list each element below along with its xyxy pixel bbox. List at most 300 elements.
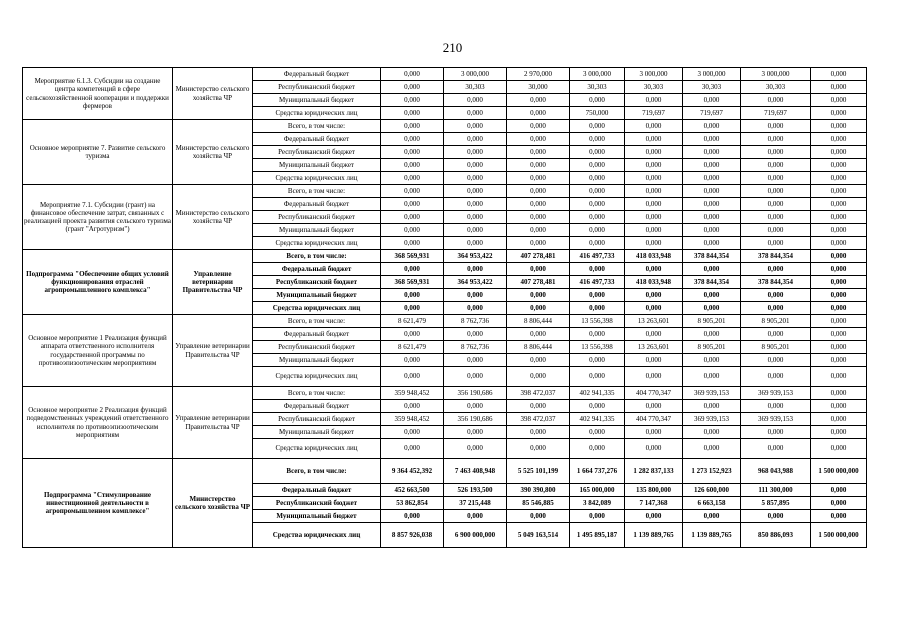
funding-source: Республиканский бюджет xyxy=(253,211,381,224)
amount-cell: 0,000 xyxy=(570,426,625,439)
amount-cell: 0,000 xyxy=(444,400,507,413)
amount-cell: 0,000 xyxy=(683,211,741,224)
amount-cell: 0,000 xyxy=(444,224,507,237)
event-title: Мероприятие 7.1. Субсидии (грант) на финансовое обеспечение затрат, связанных с реализацией проекта развития сельского туризма (грант "Агротуризм") xyxy=(23,185,173,250)
amount-cell: 3 842,089 xyxy=(570,497,625,510)
amount-cell: 364 953,422 xyxy=(444,276,507,289)
amount-cell: 0,000 xyxy=(507,289,570,302)
funding-source: Федеральный бюджет xyxy=(253,328,381,341)
amount-cell: 0,000 xyxy=(811,198,867,211)
amount-cell: 0,000 xyxy=(683,94,741,107)
amount-cell: 0,000 xyxy=(507,439,570,459)
amount-cell: 0,000 xyxy=(741,263,811,276)
amount-cell: 13 556,398 xyxy=(570,315,625,328)
funding-source: Федеральный бюджет xyxy=(253,484,381,497)
amount-cell: 0,000 xyxy=(625,510,683,523)
amount-cell: 0,000 xyxy=(811,341,867,354)
amount-cell: 0,000 xyxy=(507,159,570,172)
amount-cell: 0,000 xyxy=(741,354,811,367)
amount-cell: 0,000 xyxy=(381,120,444,133)
amount-cell: 0,000 xyxy=(507,426,570,439)
amount-cell: 750,000 xyxy=(570,107,625,120)
amount-cell: 1 500 000,000 xyxy=(811,523,867,548)
amount-cell: 0,000 xyxy=(741,400,811,413)
amount-cell: 13 263,601 xyxy=(625,315,683,328)
amount-cell: 0,000 xyxy=(741,185,811,198)
amount-cell: 0,000 xyxy=(741,94,811,107)
amount-cell: 359 948,452 xyxy=(381,387,444,400)
amount-cell: 0,000 xyxy=(811,94,867,107)
funding-source: Муниципальный бюджет xyxy=(253,159,381,172)
funding-source: Федеральный бюджет xyxy=(253,400,381,413)
table-row xyxy=(23,315,867,328)
funding-source: Всего, в том числе: xyxy=(253,120,381,133)
amount-cell: 0,000 xyxy=(811,497,867,510)
amount-cell: 407 278,481 xyxy=(507,250,570,263)
amount-cell: 0,000 xyxy=(570,198,625,211)
funding-source: Средства юридических лиц xyxy=(253,523,381,548)
amount-cell: 0,000 xyxy=(444,120,507,133)
amount-cell: 0,000 xyxy=(381,159,444,172)
amount-cell: 0,000 xyxy=(570,172,625,185)
amount-cell: 0,000 xyxy=(444,133,507,146)
amount-cell: 0,000 xyxy=(381,510,444,523)
amount-cell: 0,000 xyxy=(381,400,444,413)
amount-cell: 0,000 xyxy=(381,328,444,341)
amount-cell: 0,000 xyxy=(741,289,811,302)
amount-cell: 0,000 xyxy=(444,159,507,172)
amount-cell: 0,000 xyxy=(811,426,867,439)
amount-cell: 1 139 889,765 xyxy=(683,523,741,548)
amount-cell: 0,000 xyxy=(381,289,444,302)
amount-cell: 0,000 xyxy=(570,302,625,315)
amount-cell: 0,000 xyxy=(683,133,741,146)
amount-cell: 0,000 xyxy=(741,426,811,439)
amount-cell: 0,000 xyxy=(570,120,625,133)
amount-cell: 0,000 xyxy=(741,439,811,459)
amount-cell: 0,000 xyxy=(625,354,683,367)
amount-cell: 0,000 xyxy=(444,198,507,211)
table-row xyxy=(23,120,867,133)
amount-cell: 0,000 xyxy=(811,413,867,426)
table-row xyxy=(23,459,867,484)
amount-cell: 0,000 xyxy=(625,159,683,172)
amount-cell: 0,000 xyxy=(570,211,625,224)
amount-cell: 0,000 xyxy=(507,198,570,211)
amount-cell: 0,000 xyxy=(683,302,741,315)
funding-source: Средства юридических лиц xyxy=(253,107,381,120)
amount-cell: 3 000,000 xyxy=(683,68,741,81)
amount-cell: 0,000 xyxy=(444,426,507,439)
amount-cell: 0,000 xyxy=(625,426,683,439)
amount-cell: 0,000 xyxy=(741,302,811,315)
amount-cell: 0,000 xyxy=(625,211,683,224)
funding-source: Муниципальный бюджет xyxy=(253,94,381,107)
amount-cell: 968 043,988 xyxy=(741,459,811,484)
amount-cell: 0,000 xyxy=(811,146,867,159)
amount-cell: 452 663,500 xyxy=(381,484,444,497)
amount-cell: 0,000 xyxy=(570,185,625,198)
amount-cell: 8 762,736 xyxy=(444,341,507,354)
amount-cell: 0,000 xyxy=(683,172,741,185)
amount-cell: 30,303 xyxy=(741,81,811,94)
responsible-organization: Управление ветеринарии Правительства ЧР xyxy=(173,387,253,459)
amount-cell: 0,000 xyxy=(570,146,625,159)
amount-cell: 369 939,153 xyxy=(683,413,741,426)
amount-cell: 0,000 xyxy=(683,224,741,237)
amount-cell: 0,000 xyxy=(444,302,507,315)
funding-source: Средства юридических лиц xyxy=(253,367,381,387)
amount-cell: 0,000 xyxy=(741,133,811,146)
amount-cell: 0,000 xyxy=(811,185,867,198)
table-row xyxy=(23,185,867,198)
amount-cell: 0,000 xyxy=(625,237,683,250)
amount-cell: 8 806,444 xyxy=(507,315,570,328)
amount-cell: 0,000 xyxy=(741,120,811,133)
amount-cell: 0,000 xyxy=(381,185,444,198)
responsible-organization: Управление ветеринарии Правительства ЧР xyxy=(173,250,253,315)
amount-cell: 0,000 xyxy=(625,224,683,237)
amount-cell: 0,000 xyxy=(811,224,867,237)
amount-cell: 3 000,000 xyxy=(444,68,507,81)
amount-cell: 0,000 xyxy=(683,237,741,250)
amount-cell: 0,000 xyxy=(625,328,683,341)
amount-cell: 6 900 000,000 xyxy=(444,523,507,548)
amount-cell: 0,000 xyxy=(381,439,444,459)
amount-cell: 0,000 xyxy=(811,484,867,497)
amount-cell: 0,000 xyxy=(683,510,741,523)
amount-cell: 0,000 xyxy=(507,400,570,413)
amount-cell: 0,000 xyxy=(507,120,570,133)
amount-cell: 416 497,733 xyxy=(570,276,625,289)
amount-cell: 0,000 xyxy=(444,328,507,341)
amount-cell: 0,000 xyxy=(507,237,570,250)
amount-cell: 416 497,733 xyxy=(570,250,625,263)
amount-cell: 0,000 xyxy=(741,224,811,237)
amount-cell: 0,000 xyxy=(507,211,570,224)
amount-cell: 0,000 xyxy=(683,159,741,172)
table-row xyxy=(23,68,867,81)
amount-cell: 369 939,153 xyxy=(741,387,811,400)
amount-cell: 0,000 xyxy=(507,94,570,107)
amount-cell: 0,000 xyxy=(683,146,741,159)
amount-cell: 0,000 xyxy=(381,81,444,94)
page-number: 210 xyxy=(442,40,463,55)
amount-cell: 0,000 xyxy=(381,367,444,387)
amount-cell: 30,000 xyxy=(507,81,570,94)
amount-cell: 0,000 xyxy=(381,263,444,276)
amount-cell: 0,000 xyxy=(570,367,625,387)
amount-cell: 0,000 xyxy=(570,224,625,237)
amount-cell: 8 762,736 xyxy=(444,315,507,328)
amount-cell: 8 905,201 xyxy=(683,341,741,354)
amount-cell: 0,000 xyxy=(444,211,507,224)
amount-cell: 0,000 xyxy=(507,354,570,367)
amount-cell: 0,000 xyxy=(741,211,811,224)
amount-cell: 0,000 xyxy=(811,367,867,387)
funding-source: Муниципальный бюджет xyxy=(253,354,381,367)
amount-cell: 0,000 xyxy=(741,367,811,387)
amount-cell: 404 770,347 xyxy=(625,387,683,400)
funding-source: Всего, в том числе: xyxy=(253,250,381,263)
amount-cell: 13 263,601 xyxy=(625,341,683,354)
amount-cell: 0,000 xyxy=(683,328,741,341)
amount-cell: 0,000 xyxy=(811,107,867,120)
amount-cell: 8 621,479 xyxy=(381,315,444,328)
amount-cell: 85 546,885 xyxy=(507,497,570,510)
table-row xyxy=(23,387,867,400)
funding-source: Всего, в том числе: xyxy=(253,185,381,198)
amount-cell: 8 905,201 xyxy=(683,315,741,328)
amount-cell: 30,303 xyxy=(444,81,507,94)
amount-cell: 0,000 xyxy=(811,387,867,400)
amount-cell: 0,000 xyxy=(683,400,741,413)
amount-cell: 0,000 xyxy=(625,367,683,387)
amount-cell: 5 525 101,199 xyxy=(507,459,570,484)
amount-cell: 0,000 xyxy=(625,302,683,315)
amount-cell: 369 939,153 xyxy=(741,413,811,426)
amount-cell: 0,000 xyxy=(570,133,625,146)
responsible-organization: Министерство сельского хозяйства ЧР xyxy=(173,459,253,548)
amount-cell: 1 495 895,187 xyxy=(570,523,625,548)
amount-cell: 0,000 xyxy=(811,510,867,523)
amount-cell: 0,000 xyxy=(683,289,741,302)
amount-cell: 9 364 452,392 xyxy=(381,459,444,484)
amount-cell: 402 941,335 xyxy=(570,387,625,400)
amount-cell: 378 844,354 xyxy=(741,276,811,289)
amount-cell: 6 663,158 xyxy=(683,497,741,510)
amount-cell: 0,000 xyxy=(811,328,867,341)
amount-cell: 53 862,854 xyxy=(381,497,444,510)
amount-cell: 0,000 xyxy=(811,68,867,81)
amount-cell: 0,000 xyxy=(811,172,867,185)
amount-cell: 0,000 xyxy=(811,302,867,315)
event-title: Мероприятие 6.1.3. Субсидии на создание центра компетенций в сфере сельскохозяйственной кооперации и поддержки фермеров xyxy=(23,68,173,120)
amount-cell: 0,000 xyxy=(507,510,570,523)
amount-cell: 3 000,000 xyxy=(570,68,625,81)
amount-cell: 0,000 xyxy=(683,120,741,133)
amount-cell: 2 970,000 xyxy=(507,68,570,81)
funding-source: Республиканский бюджет xyxy=(253,81,381,94)
amount-cell: 0,000 xyxy=(444,354,507,367)
amount-cell: 418 033,948 xyxy=(625,250,683,263)
amount-cell: 0,000 xyxy=(625,172,683,185)
funding-source: Средства юридических лиц xyxy=(253,439,381,459)
funding-source: Республиканский бюджет xyxy=(253,341,381,354)
amount-cell: 0,000 xyxy=(570,328,625,341)
funding-source: Федеральный бюджет xyxy=(253,68,381,81)
amount-cell: 0,000 xyxy=(381,224,444,237)
amount-cell: 0,000 xyxy=(507,263,570,276)
amount-cell: 0,000 xyxy=(625,185,683,198)
amount-cell: 398 472,037 xyxy=(507,413,570,426)
amount-cell: 356 190,686 xyxy=(444,413,507,426)
amount-cell: 0,000 xyxy=(444,94,507,107)
amount-cell: 8 857 926,038 xyxy=(381,523,444,548)
amount-cell: 378 844,354 xyxy=(683,250,741,263)
amount-cell: 0,000 xyxy=(444,510,507,523)
amount-cell: 0,000 xyxy=(507,185,570,198)
amount-cell: 0,000 xyxy=(444,367,507,387)
responsible-organization: Управление ветеринарии Правительства ЧР xyxy=(173,315,253,387)
amount-cell: 0,000 xyxy=(570,400,625,413)
amount-cell: 0,000 xyxy=(507,302,570,315)
event-title: Основное мероприятие 1 Реализация функций аппарата ответственного исполнителя государственной программы по противоэпизоотическим мероприятиям xyxy=(23,315,173,387)
amount-cell: 5 857,895 xyxy=(741,497,811,510)
funding-source: Средства юридических лиц xyxy=(253,172,381,185)
amount-cell: 404 770,347 xyxy=(625,413,683,426)
amount-cell: 0,000 xyxy=(381,68,444,81)
amount-cell: 0,000 xyxy=(507,328,570,341)
amount-cell: 0,000 xyxy=(381,198,444,211)
amount-cell: 0,000 xyxy=(811,237,867,250)
amount-cell: 0,000 xyxy=(625,263,683,276)
amount-cell: 0,000 xyxy=(625,198,683,211)
amount-cell: 0,000 xyxy=(625,400,683,413)
amount-cell: 356 190,686 xyxy=(444,387,507,400)
responsible-organization: Министерство сельского хозяйства ЧР xyxy=(173,185,253,250)
amount-cell: 0,000 xyxy=(381,146,444,159)
amount-cell: 0,000 xyxy=(444,185,507,198)
funding-source: Всего, в том числе: xyxy=(253,387,381,400)
amount-cell: 0,000 xyxy=(570,94,625,107)
table-row xyxy=(23,250,867,263)
amount-cell: 0,000 xyxy=(381,354,444,367)
funding-source: Всего, в том числе: xyxy=(253,459,381,484)
amount-cell: 0,000 xyxy=(741,172,811,185)
amount-cell: 0,000 xyxy=(811,400,867,413)
funding-source: Средства юридических лиц xyxy=(253,237,381,250)
amount-cell: 0,000 xyxy=(570,439,625,459)
amount-cell: 0,000 xyxy=(444,146,507,159)
amount-cell: 0,000 xyxy=(741,237,811,250)
amount-cell: 0,000 xyxy=(507,107,570,120)
amount-cell: 0,000 xyxy=(625,289,683,302)
amount-cell: 126 600,000 xyxy=(683,484,741,497)
amount-cell: 0,000 xyxy=(683,439,741,459)
funding-source: Республиканский бюджет xyxy=(253,276,381,289)
amount-cell: 13 556,398 xyxy=(570,341,625,354)
amount-cell: 0,000 xyxy=(811,354,867,367)
amount-cell: 3 000,000 xyxy=(741,68,811,81)
amount-cell: 378 844,354 xyxy=(741,250,811,263)
amount-cell: 0,000 xyxy=(444,439,507,459)
amount-cell: 369 939,153 xyxy=(683,387,741,400)
amount-cell: 0,000 xyxy=(507,224,570,237)
funding-source: Средства юридических лиц xyxy=(253,302,381,315)
amount-cell: 719,697 xyxy=(625,107,683,120)
amount-cell: 0,000 xyxy=(811,315,867,328)
budget-table xyxy=(22,67,867,548)
amount-cell: 8 905,201 xyxy=(741,315,811,328)
amount-cell: 0,000 xyxy=(570,510,625,523)
funding-source: Федеральный бюджет xyxy=(253,263,381,276)
amount-cell: 111 300,000 xyxy=(741,484,811,497)
amount-cell: 0,000 xyxy=(507,172,570,185)
amount-cell: 8 905,201 xyxy=(741,341,811,354)
amount-cell: 3 000,000 xyxy=(625,68,683,81)
funding-source: Всего, в том числе: xyxy=(253,315,381,328)
amount-cell: 165 000,000 xyxy=(570,484,625,497)
amount-cell: 378 844,354 xyxy=(683,276,741,289)
funding-source: Муниципальный бюджет xyxy=(253,289,381,302)
funding-source: Республиканский бюджет xyxy=(253,497,381,510)
amount-cell: 719,697 xyxy=(741,107,811,120)
responsible-organization: Министерство сельского хозяйства ЧР xyxy=(173,68,253,120)
amount-cell: 359 948,452 xyxy=(381,413,444,426)
amount-cell: 1 273 152,923 xyxy=(683,459,741,484)
funding-source: Муниципальный бюджет xyxy=(253,224,381,237)
amount-cell: 30,303 xyxy=(683,81,741,94)
amount-cell: 0,000 xyxy=(625,146,683,159)
amount-cell: 0,000 xyxy=(444,172,507,185)
amount-cell: 1 664 737,276 xyxy=(570,459,625,484)
amount-cell: 0,000 xyxy=(811,133,867,146)
responsible-organization: Министерство сельского хозяйства ЧР xyxy=(173,120,253,185)
event-title: Основное мероприятие 7. Развитие сельского туризма xyxy=(23,120,173,185)
amount-cell: 8 806,444 xyxy=(507,341,570,354)
amount-cell: 1 500 000,000 xyxy=(811,459,867,484)
table-body xyxy=(23,68,867,548)
amount-cell: 7 147,368 xyxy=(625,497,683,510)
amount-cell: 0,000 xyxy=(381,133,444,146)
amount-cell: 0,000 xyxy=(381,94,444,107)
funding-source: Федеральный бюджет xyxy=(253,133,381,146)
amount-cell: 0,000 xyxy=(570,237,625,250)
amount-cell: 368 569,931 xyxy=(381,250,444,263)
amount-cell: 37 215,448 xyxy=(444,497,507,510)
amount-cell: 135 800,000 xyxy=(625,484,683,497)
amount-cell: 0,000 xyxy=(811,276,867,289)
amount-cell: 0,000 xyxy=(811,81,867,94)
amount-cell: 0,000 xyxy=(625,439,683,459)
amount-cell: 0,000 xyxy=(625,94,683,107)
funding-source: Муниципальный бюджет xyxy=(253,426,381,439)
amount-cell: 0,000 xyxy=(381,107,444,120)
amount-cell: 0,000 xyxy=(625,133,683,146)
amount-cell: 0,000 xyxy=(444,107,507,120)
amount-cell: 0,000 xyxy=(811,250,867,263)
amount-cell: 0,000 xyxy=(811,211,867,224)
amount-cell: 0,000 xyxy=(811,263,867,276)
amount-cell: 0,000 xyxy=(811,439,867,459)
amount-cell: 407 278,481 xyxy=(507,276,570,289)
amount-cell: 5 049 163,514 xyxy=(507,523,570,548)
amount-cell: 0,000 xyxy=(444,237,507,250)
amount-cell: 850 886,093 xyxy=(741,523,811,548)
event-title: Подпрограмма "Стимулирование инвестиционной деятельности в агропромышленном комплексе" xyxy=(23,459,173,548)
amount-cell: 0,000 xyxy=(507,367,570,387)
amount-cell: 398 472,037 xyxy=(507,387,570,400)
amount-cell: 0,000 xyxy=(381,237,444,250)
amount-cell: 0,000 xyxy=(741,198,811,211)
funding-source: Республиканский бюджет xyxy=(253,413,381,426)
amount-cell: 1 139 889,765 xyxy=(625,523,683,548)
amount-cell: 1 282 837,133 xyxy=(625,459,683,484)
amount-cell: 418 033,948 xyxy=(625,276,683,289)
amount-cell: 30,303 xyxy=(570,81,625,94)
amount-cell: 0,000 xyxy=(683,354,741,367)
amount-cell: 0,000 xyxy=(741,328,811,341)
amount-cell: 30,303 xyxy=(625,81,683,94)
amount-cell: 0,000 xyxy=(507,146,570,159)
amount-cell: 390 390,800 xyxy=(507,484,570,497)
amount-cell: 0,000 xyxy=(683,263,741,276)
amount-cell: 0,000 xyxy=(811,120,867,133)
amount-cell: 0,000 xyxy=(381,426,444,439)
amount-cell: 0,000 xyxy=(381,211,444,224)
funding-source: Республиканский бюджет xyxy=(253,146,381,159)
